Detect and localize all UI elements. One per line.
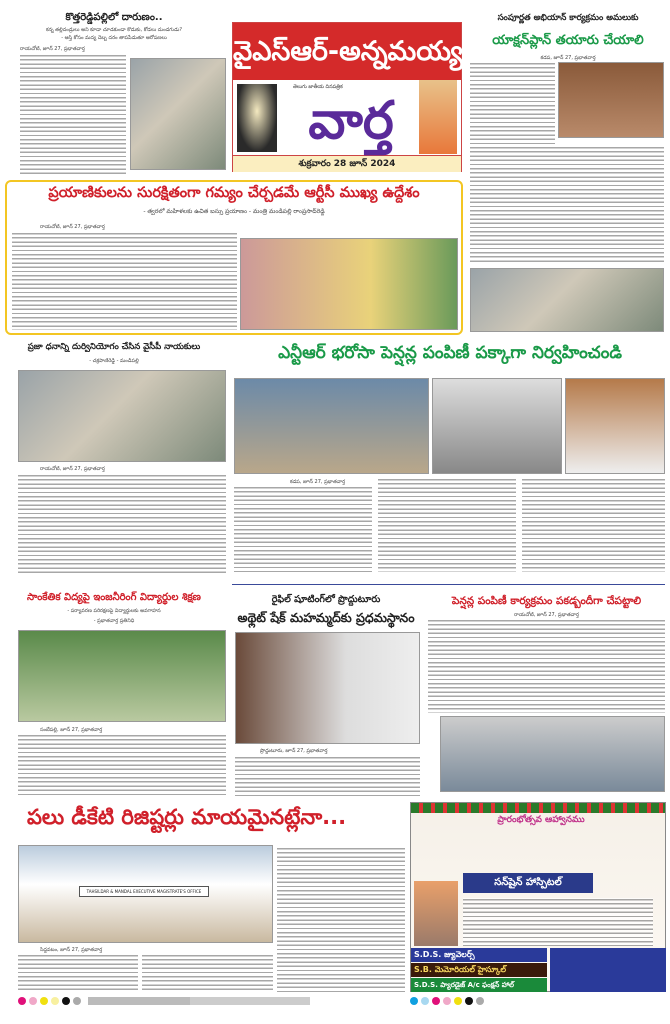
story9-body-col1 bbox=[18, 954, 138, 992]
gray-bar bbox=[190, 997, 310, 1005]
masthead bbox=[232, 22, 462, 172]
story5-body-col2 bbox=[378, 478, 516, 572]
story1-photo bbox=[130, 58, 226, 170]
story2-kicker: సంపూర్ణత అభియాన్ కార్యక్రమం అమలుకు bbox=[497, 13, 639, 23]
story9-headline: పలు డీకేటి రిజిష్టర్లు మాయమైనట్లేనా... bbox=[27, 805, 347, 829]
story3-headline: ప్రయాణికులను సురక్షితంగా గమ్యం చేర్చడమే ఆర్టీసీ ముఖ్య ఉద్దేశం bbox=[48, 185, 420, 201]
story9-body-col2 bbox=[142, 954, 273, 992]
ad-biz1: S.D.S. జ్యువెలర్స్ bbox=[411, 948, 547, 962]
ad-biz2: S.B. మెమోరియల్ హైస్కూల్ bbox=[411, 963, 547, 977]
story7-dateline: ప్రొద్దుటూరు, జూన్ 27, ప్రభాతవార్త bbox=[260, 748, 328, 754]
story1-sub1: కన్న తల్లిదండ్రులు అని కూడా చూడకుండా కొడుకు, కోడలు దుండగుడు? bbox=[45, 27, 183, 33]
divider bbox=[232, 584, 665, 585]
story7-headline: అథ్లెట్ షేక్ మహమ్మద్‌కు ప్రధమస్థానం bbox=[237, 610, 415, 625]
color-registration-marks bbox=[18, 997, 208, 1005]
ad-hospital: సన్‌షైన్ హాస్పిటల్ bbox=[463, 873, 593, 893]
masthead-tagline: తెలుగు జాతీయ దినపత్రిక bbox=[293, 84, 343, 90]
color-registration-marks-right bbox=[410, 997, 484, 1005]
story8-headline: పెన్షన్ల పంపిణీ కార్యక్రమం పకడ్బందీగా చేపట్టాలి bbox=[451, 595, 642, 607]
story1-sub2: - ఆస్తి కోసం మద్య దెబ్బ దరం తాపపేడుతూ ఆరోపణలు bbox=[61, 35, 167, 41]
story1-dateline: రాయచోటి, జూన్ 27, ప్రభాతవార్త bbox=[20, 46, 85, 52]
story2-body-cont bbox=[470, 146, 664, 264]
story6-headline: సాంకేతిక విద్యపై ఇంజనీరింగ్ విద్యార్థుల శిక్షణ bbox=[27, 592, 201, 603]
story2-headline: యాక్షన్‌ప్లాన్ తయారు చేయాలి bbox=[492, 33, 644, 48]
story3-body bbox=[12, 232, 237, 330]
masthead-date: శుక్రవారం 28 జూన్ 2024 bbox=[233, 155, 461, 172]
deity-illustration bbox=[419, 80, 457, 154]
temple-logo bbox=[237, 84, 277, 152]
story5-dateline: కడప, జూన్ 27, ప్రభాతవార్త bbox=[290, 479, 346, 485]
office-sign: TAHSILDAR & MANDAL EXECUTIVE MAGISTRATE'S OFFICE bbox=[79, 886, 209, 897]
story1-body bbox=[20, 54, 126, 174]
hospital-building-photo bbox=[414, 881, 458, 946]
garland bbox=[411, 803, 665, 813]
story4-sub: - చక్రపాణిరెడ్డి - మండిపల్లి bbox=[89, 358, 139, 364]
ad-contact-panel bbox=[550, 948, 666, 992]
story9-body-col3 bbox=[277, 847, 405, 992]
story6-dateline: సంబేపల్లి, జూన్ 27, ప్రభాతవార్త bbox=[40, 727, 103, 733]
story7-body bbox=[235, 756, 420, 796]
story8-photo bbox=[440, 716, 665, 792]
story2-dateline: కడప, జూన్ 27, ప్రభాతవార్త bbox=[540, 55, 596, 61]
story5-body-col3 bbox=[522, 478, 665, 572]
story4-headline: ప్రజా ధనాన్ని దుర్వినియోగం చేసిన వైసీపీ నాయకులు bbox=[27, 342, 201, 352]
story4-body bbox=[18, 474, 226, 574]
masthead-banner: వైఎస్ఆర్-అన్నమయ్య bbox=[233, 23, 461, 80]
story2-body bbox=[470, 62, 555, 144]
hospital-ad bbox=[410, 802, 666, 992]
story3-dateline: రాయచోటి, జూన్ 27, ప్రభాతవార్త bbox=[40, 224, 105, 230]
story9-dateline: సిద్దవటం, జూన్ 27, ప్రభాతవార్త bbox=[40, 947, 103, 953]
ad-details bbox=[463, 898, 653, 946]
story6-photo bbox=[18, 630, 226, 722]
story6-body bbox=[18, 734, 226, 796]
story2-photo bbox=[558, 62, 664, 138]
ad-title: ప్రారంభోత్సవ ఆహ్వానము bbox=[497, 815, 585, 825]
ad-biz3: S.D.S. ప్యారడైజ్ A/c ఫంక్షన్ హాల్ bbox=[411, 978, 547, 992]
story7-kicker: రైఫిల్ షూటింగ్‌లో ప్రొద్దుటూరు bbox=[271, 594, 381, 605]
story5-body-col1 bbox=[234, 486, 372, 572]
story4-photo bbox=[18, 370, 226, 462]
story6-sub1: - పర్యావరణ పరిరక్షణపై విద్యార్థులకు అవగాహన bbox=[67, 608, 161, 614]
story2-photo2 bbox=[470, 268, 664, 332]
story4-dateline: రాయచోటి, జూన్ 27, ప్రభాతవార్త bbox=[40, 466, 105, 472]
story5-headline: ఎన్టీఆర్ భరోసా పెన్షన్ల పంపిణీ పక్కాగా నిర్వహించండి bbox=[278, 343, 622, 363]
story1-headline: కొత్తరెడ్డిపల్లిలో దారుణం.. bbox=[65, 12, 163, 23]
story7-photo bbox=[235, 632, 420, 744]
story3-sub: - త్వరలో మహిళలకు ఉచిత బస్సు ప్రయాణం - మంత్రి మండిపల్లి రాంప్రసాద్‌రెడ్డి bbox=[143, 208, 325, 215]
masthead-name: వార్త bbox=[308, 91, 394, 151]
story5-photo3 bbox=[565, 378, 665, 474]
story8-body bbox=[428, 619, 665, 713]
story5-photo1 bbox=[234, 378, 429, 474]
story3-photo bbox=[240, 238, 458, 330]
story6-sub2: - ప్రభాతవార్త ప్రతినిధి bbox=[93, 618, 135, 624]
story9-photo bbox=[18, 845, 273, 943]
story8-dateline: రాయచోటి, జూన్ 27, ప్రభాతవార్త bbox=[514, 612, 579, 618]
story5-photo2 bbox=[432, 378, 562, 474]
